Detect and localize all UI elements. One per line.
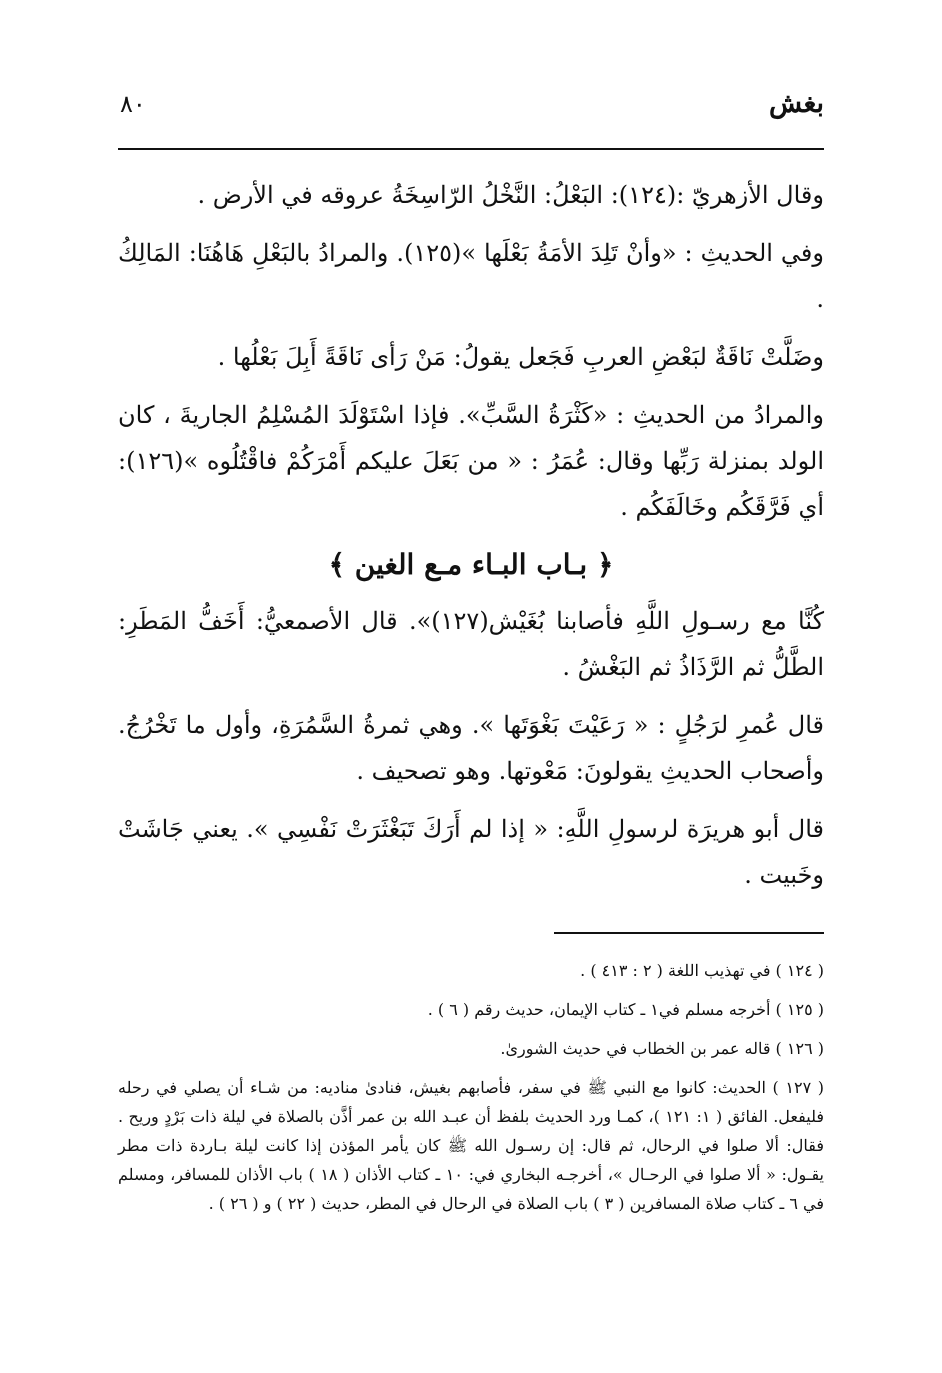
paragraph: وقال الأزهريّ :(١٢٤): البَعْلُ: النَّخْلُ الرّاسِخَةُ عروقه في الأرض . — [197, 181, 824, 209]
section-heading: ﴿ بـاب البـاء مـع الغين ﴾ — [328, 548, 614, 581]
running-title: بغش — [769, 88, 824, 119]
paragraph: قال أبو هريرَة لرسولِ اللَّهِ: « إذا لم أَرَكَ تَبَغْثَرَتْ نَفْسِي ». يعني جَاشَتْ وخَبيت . — [118, 815, 824, 889]
paragraph: وفي الحديثِ : «وأنْ تَلِدَ الأمَةُ بَعْلَها »(١٢٥). والمرادُ بالبَعْلِ هَاهُنَا: المَالِكُ . — [118, 239, 824, 313]
footnotes — [118, 956, 824, 1218]
footnote: ( ١٢٦ ) قاله عمر بن الخطاب في حديث الشورىٰ. — [500, 1039, 824, 1058]
paragraph: قال عُمرِ لرَجُلٍ : « رَعَيْتَ بَغْوَتَها ». وهي ثمرةُ السَّمُرَةِ، وأول ما تَخْرُجُ. وأصحاب الحديثِ يقولونَ: مَعْوتها. وهو تصحيف . — [118, 711, 824, 785]
footnote: ( ١٢٤ ) في تهذيب اللغة ( ٢ : ٤١٣ ) . — [580, 961, 824, 980]
footnote: ( ١٢٥ ) أخرجه مسلم في١ ـ كتاب الإيمان، حديث رقم ( ٦ ) . — [427, 1000, 824, 1019]
page-header — [118, 70, 824, 120]
page-number: ٨٠ — [120, 90, 146, 118]
book-page — [118, 70, 824, 1320]
header-rule — [118, 148, 824, 150]
footnote: ( ١٢٧ ) الحديث: كانوا مع النبي ﷺ في سفر، فأصابهم بغيش، فنادىٰ مناديه: من شـاء أن يصلي في رحله فليفعل. الفائق ( ١: ١٢١ )، كمـا ورد الحديث بلفظ أن عبـد الله بن عمر أذَّن بالصلاة في ليلة ذات بَرْدٍ وريح . فقال: ألا صلوا في الرحال، ثم قال: إن رسـول الله ﷺ كان يأمر المؤذن إذا كانت ليلة بـاردة ذات مطر يقـول: « ألا صلوا في الرحـال »، أخرجـه البخاري في: ١٠ ـ كتاب الأذان ( ١٨ ) باب الأذان للمسافر، ومسلم في ٦ ـ كتاب صلاة المسافرين ( ٣ ) باب الصلاة في الرحال في المطر، حديث ( ٢٢ ) و ( ٢٦ ) . — [118, 1078, 825, 1213]
paragraph: والمرادُ من الحديثِ : «كَثْرَةُ السَّبِّ». فإذا اسْتَوْلَدَ المُسْلِمُ الجاريةَ ، كان الولد بمنزلة رَبِّها وقال: عُمَرُ : « من بَعَلَ عليكم أَمْرَكُمْ فاقْتُلُوه »(١٢٦): أي فَرَّقَكُم وخَالَفَكُم . — [118, 401, 824, 521]
paragraph: وضَلَّتْ نَاقَةٌ لبَعْضِ العربِ فَجَعل يقولُ: مَنْ رَأى نَاقَةً أَبِلَ بَعْلُها . — [217, 343, 824, 371]
main-text — [118, 172, 824, 898]
paragraph: كُنَّا مع رسـولِ اللَّهِ فأصابنا بُغَيْش(١٢٧)». قال الأصمعيُّ: أَخَفُّ المَطَرِ: الطَّلُّ ثم الرَّذَاذُ ثم البَغْشُ . — [118, 607, 824, 681]
footnote-rule — [554, 932, 824, 934]
